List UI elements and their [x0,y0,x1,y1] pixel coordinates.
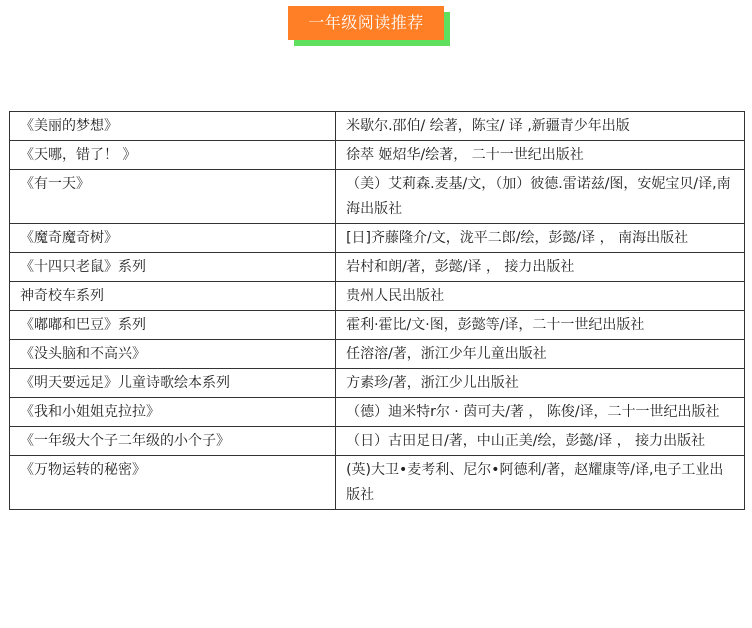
book-info: 贵州人民出版社 [336,282,745,311]
table-row [10,224,745,253]
book-info: (英)大卫•麦考利、尼尔•阿德利/著，赵耀康等/译,电子工业出版社 [336,456,745,510]
table-row [10,282,745,311]
table-row [10,170,745,224]
book-title: 《一年级大个子二年级的小个子》 [10,427,336,456]
table-row [10,427,745,456]
book-title: 《万物运转的秘密》 [10,456,336,510]
table-row [10,398,745,427]
book-title: 《美丽的梦想》 [10,112,336,141]
table-row [10,369,745,398]
book-info: 霍利·霍比/文·图，彭懿等/译，二十一世纪出版社 [336,311,745,340]
page-title: 一年级阅读推荐 [288,6,444,40]
table-row [10,340,745,369]
book-title: 《天哪，错了！ 》 [10,141,336,170]
book-info: （日）古田足日/著，中山正美/绘，彭懿/译 ， 接力出版社 [336,427,745,456]
book-info: 岩村和朗/著，彭懿/译 ， 接力出版社 [336,253,745,282]
book-info: [日]齐藤隆介/文，泷平二郎/绘，彭懿/译 ， 南海出版社 [336,224,745,253]
book-title: 《明天要远足》儿童诗歌绘本系列 [10,369,336,398]
table-row [10,456,745,510]
table-row [10,112,745,141]
book-title: 《我和小姐姐克拉拉》 [10,398,336,427]
book-info: 任溶溶/著，浙江少年儿童出版社 [336,340,745,369]
book-info: （美）艾莉森.麦基/文，（加）彼德.雷诺兹/图，安妮宝贝/译,南海出版社 [336,170,745,224]
book-title: 《有一天》 [10,170,336,224]
table-row [10,311,745,340]
book-title: 《嘟嘟和巴豆》系列 [10,311,336,340]
book-info: 方素珍/著，浙江少儿出版社 [336,369,745,398]
book-info: 徐萃 姬炤华/绘著， 二十一世纪出版社 [336,141,745,170]
table-row [10,253,745,282]
book-list-table [9,111,745,510]
table-row [10,141,745,170]
book-info: （德）迪米特r尔 · 茵可夫/著 ， 陈俊/译，二十一世纪出版社 [336,398,745,427]
book-title: 《魔奇魔奇树》 [10,224,336,253]
book-title: 《十四只老鼠》系列 [10,253,336,282]
book-info: 米歇尔.邵伯/ 绘著，陈宝/ 译 ,新疆青少年出版 [336,112,745,141]
book-title: 神奇校车系列 [10,282,336,311]
header-banner [288,6,452,46]
book-title: 《没头脑和不高兴》 [10,340,336,369]
